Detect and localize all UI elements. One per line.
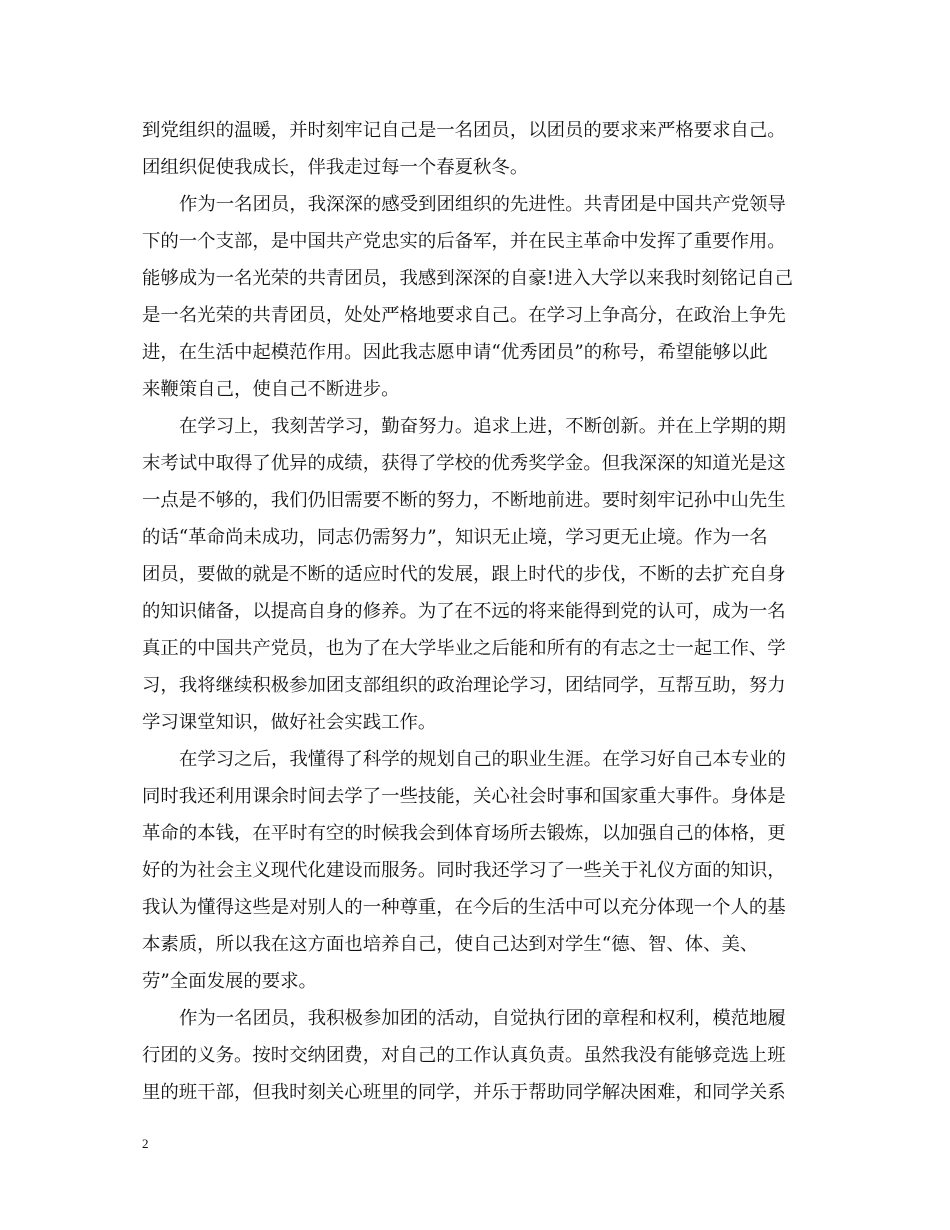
text-line: 一点是不够的，我们仍旧需要不断的努力，不断地前进。要时刻牢记孙中山先生 (142, 490, 786, 511)
text-line: 我认为懂得这些是对别人的一种尊重，在今后的生活中可以充分体现一个人的基 (142, 897, 786, 918)
text-line: 里的班干部，但我时刻关心班里的同学，并乐于帮助同学解决困难，和同学关系 (142, 1082, 786, 1103)
text-line: 本素质，所以我在这方面也培养自己，使自己达到对学生“德、智、体、美、 (142, 934, 759, 955)
text-line: 来鞭策自己，使自己不断进步。 (142, 379, 400, 400)
paragraph-start-line: 在学习上，我刻苦学习，勤奋努力。追求上进，不断创新。并在上学期的期 (179, 416, 786, 437)
text-line: 到党组织的温暖，并时刻牢记自己是一名团员，以团员的要求来严格要求自己。 (142, 120, 786, 141)
text-line: 末考试中取得了优异的成绩，获得了学校的优秀奖学金。但我深深的知道光是这 (142, 453, 786, 474)
text-line: 好的为社会主义现代化建设而服务。同时我还学习了一些关于礼仪方面的知识， (142, 860, 786, 881)
text-line: 习，我将继续积极参加团支部组织的政治理论学习，团结同学，互帮互助，努力 (142, 675, 786, 696)
text-line: 团组织促使我成长，伴我走过每一个春夏秋冬。 (142, 157, 529, 178)
text-line: 劳”全面发展的要求。 (142, 971, 317, 992)
text-line: 的知识储备，以提高自身的修养。为了在不远的将来能得到党的认可，成为一名 (142, 601, 786, 622)
text-line: 学习课堂知识，做好社会实践工作。 (142, 712, 437, 733)
body-text (142, 112, 810, 1111)
paragraph-start-line: 作为一名团员，我深深的感受到团组织的先进性。共青团是中国共产党领导 (179, 194, 786, 215)
text-line: 真正的中国共产党员，也为了在大学毕业之后能和所有的有志之士一起工作、学 (142, 638, 786, 659)
text-line: 革命的本钱，在平时有空的时候我会到体育场所去锻炼，以加强自己的体格，更 (142, 823, 786, 844)
text-line: 进，在生活中起模范作用。因此我志愿申请“优秀团员”的称号，希望能够以此 (142, 342, 768, 363)
text-line: 的话“革命尚未成功，同志仍需努力”，知识无止境，学习更无止境。作为一名 (142, 527, 768, 548)
text-line: 团员，要做的就是不断的适应时代的发展，跟上时代的步伐，不断的去扩充自身 (142, 564, 786, 585)
text-line: 是一名光荣的共青团员，处处严格地要求自己。在学习上争高分，在政治上争先 (142, 305, 786, 326)
text-line: 能够成为一名光荣的共青团员，我感到深深的自豪!进入大学以来我时刻铭记自己 (142, 268, 794, 289)
text-line: 同时我还利用课余时间去学了一些技能，关心社会时事和国家重大事件。身体是 (142, 786, 786, 807)
page-number: 2 (142, 1136, 149, 1151)
paragraph-start-line: 在学习之后，我懂得了科学的规划自己的职业生涯。在学习好自己本专业的 (179, 749, 786, 770)
text-line: 行团的义务。按时交纳团费，对自己的工作认真负责。虽然我没有能够竞选上班 (142, 1045, 786, 1066)
paragraph-start-line: 作为一名团员，我积极参加团的活动，自觉执行团的章程和权利，模范地履 (179, 1008, 786, 1029)
text-line: 下的一个支部，是中国共产党忠实的后备军，并在民主革命中发挥了重要作用。 (142, 231, 786, 252)
